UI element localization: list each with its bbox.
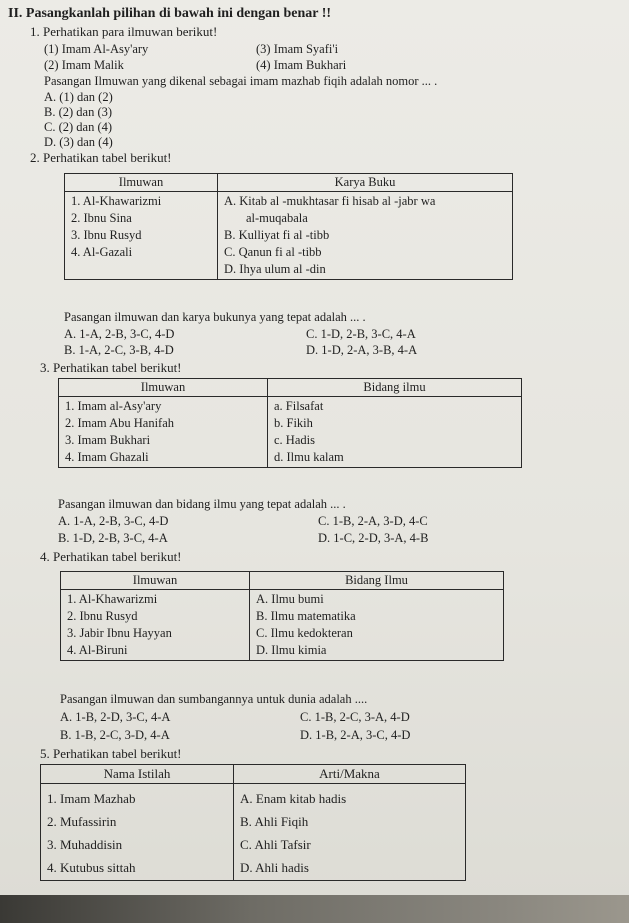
q1-item: (4) Imam Bukhari [256, 58, 347, 72]
q1-item: (1) Imam Al-Asy'ary [44, 42, 149, 56]
q3-option: A. 1-A, 2-B, 3-C, 4-D [58, 514, 169, 528]
list-item: B. Ahli Fiqih [240, 814, 309, 829]
q4-option: C. 1-B, 2-C, 3-A, 4-D [300, 710, 410, 724]
q3-option: D. 1-C, 2-D, 3-A, 4-B [318, 531, 429, 545]
list-item: 4. Imam Ghazali [65, 450, 149, 464]
list-item: c. Hadis [274, 433, 315, 447]
section-title: II. Pasangkanlah pilihan di bawah ini dengan benar !! [8, 6, 332, 21]
q4-table [60, 571, 504, 661]
list-item: C. Ilmu kedokteran [256, 626, 353, 640]
q1-option: C. (2) dan (4) [44, 120, 113, 134]
table-header: Ilmuwan [59, 379, 268, 397]
q2-option: A. 1-A, 2-B, 3-C, 4-D [64, 327, 175, 341]
q2-option: B. 1-A, 2-C, 3-B, 4-D [64, 343, 174, 357]
list-item: D. Ihya ulum al -din [224, 262, 326, 276]
q4-option: A. 1-B, 2-D, 3-C, 4-A [60, 710, 171, 724]
q4-option: B. 1-B, 2-C, 3-D, 4-A [60, 728, 170, 742]
q4-prompt: 4. Perhatikan tabel berikut! [40, 549, 182, 564]
list-item: 1. Imam Mazhab [47, 791, 136, 806]
q1-option: D. (3) dan (4) [44, 135, 113, 149]
table-header: Bidang ilmu [268, 379, 522, 397]
table-cell-left [59, 397, 268, 468]
list-item: 1. Imam al-Asy'ary [65, 399, 162, 413]
q2-question: Pasangan ilmuwan dan karya bukunya yang tepat adalah ... . [64, 310, 366, 324]
list-item: A. Enam kitab hadis [240, 791, 347, 806]
list-item: al-muqabala [246, 211, 308, 225]
table-cell-left [41, 784, 234, 881]
list-item: 2. Ibnu Rusyd [67, 609, 138, 623]
list-item: a. Filsafat [274, 399, 324, 413]
table-cell-right [250, 590, 504, 661]
list-item: 2. Mufassirin [47, 814, 117, 829]
list-item: 4. Kutubus sittah [47, 860, 136, 875]
list-item: B. Kulliyat fi al -tibb [224, 228, 330, 242]
list-item: 2. Imam Abu Hanifah [65, 416, 175, 430]
q5-table [40, 764, 466, 881]
q5-prompt: 5. Perhatikan tabel berikut! [40, 746, 182, 761]
q2-option: C. 1-D, 2-B, 3-C, 4-A [306, 327, 416, 341]
q1-option: B. (2) dan (3) [44, 105, 113, 119]
q1-item: (3) Imam Syafi'i [256, 42, 339, 56]
q3-question: Pasangan ilmuwan dan bidang ilmu yang tepat adalah ... . [58, 497, 346, 511]
table-cell-right [234, 784, 466, 881]
list-item: b. Fikih [274, 416, 313, 430]
list-item: C. Ahli Tafsir [240, 837, 311, 852]
q1-prompt: 1. Perhatikan para ilmuwan berikut! [30, 24, 218, 39]
list-item: 1. Al-Khawarizmi [71, 194, 162, 208]
list-item: A. Kitab al -mukhtasar fi hisab al -jabr wa [224, 194, 436, 208]
desk-edge [0, 895, 629, 923]
table-header: Ilmuwan [65, 174, 218, 192]
list-item: 3. Jabir Ibnu Hayyan [67, 626, 172, 640]
list-item: d. Ilmu kalam [274, 450, 344, 464]
table-header: Bidang Ilmu [250, 572, 504, 590]
q2-table [64, 173, 513, 280]
q4-option: D. 1-B, 2-A, 3-C, 4-D [300, 728, 411, 742]
table-cell-right [218, 192, 513, 280]
list-item: 1. Al-Khawarizmi [67, 592, 158, 606]
list-item: 3. Ibnu Rusyd [71, 228, 142, 242]
q3-option: C. 1-B, 2-A, 3-D, 4-C [318, 514, 428, 528]
q3-table [58, 378, 522, 468]
table-cell-left [65, 192, 218, 280]
table-cell-right [268, 397, 522, 468]
q1-item: (2) Imam Malik [44, 58, 124, 72]
table-header: Karya Buku [218, 174, 513, 192]
list-item: 3. Muhaddisin [47, 837, 123, 852]
q2-prompt: 2. Perhatikan tabel berikut! [30, 150, 172, 165]
list-item: 4. Al-Gazali [71, 245, 133, 259]
list-item: 4. Al-Biruni [67, 643, 128, 657]
list-item: D. Ilmu kimia [256, 643, 327, 657]
q3-prompt: 3. Perhatikan tabel berikut! [40, 360, 182, 375]
q1-question: Pasangan Ilmuwan yang dikenal sebagai imam mazhab fiqih adalah nomor ... . [44, 74, 438, 88]
q3-option: B. 1-D, 2-B, 3-C, 4-A [58, 531, 168, 545]
q1-option: A. (1) dan (2) [44, 90, 113, 104]
list-item: A. Ilmu bumi [256, 592, 324, 606]
table-header: Ilmuwan [61, 572, 250, 590]
table-cell-left [61, 590, 250, 661]
table-header: Nama Istilah [41, 765, 234, 784]
list-item: B. Ilmu matematika [256, 609, 356, 623]
list-item: D. Ahli hadis [240, 860, 309, 875]
table-header: Arti/Makna [234, 765, 466, 784]
q2-option: D. 1-D, 2-A, 3-B, 4-A [306, 343, 418, 357]
q4-question: Pasangan ilmuwan dan sumbangannya untuk dunia adalah .... [60, 692, 368, 706]
list-item: 3. Imam Bukhari [65, 433, 151, 447]
list-item: C. Qanun fi al -tibb [224, 245, 322, 259]
list-item: 2. Ibnu Sina [71, 211, 132, 225]
